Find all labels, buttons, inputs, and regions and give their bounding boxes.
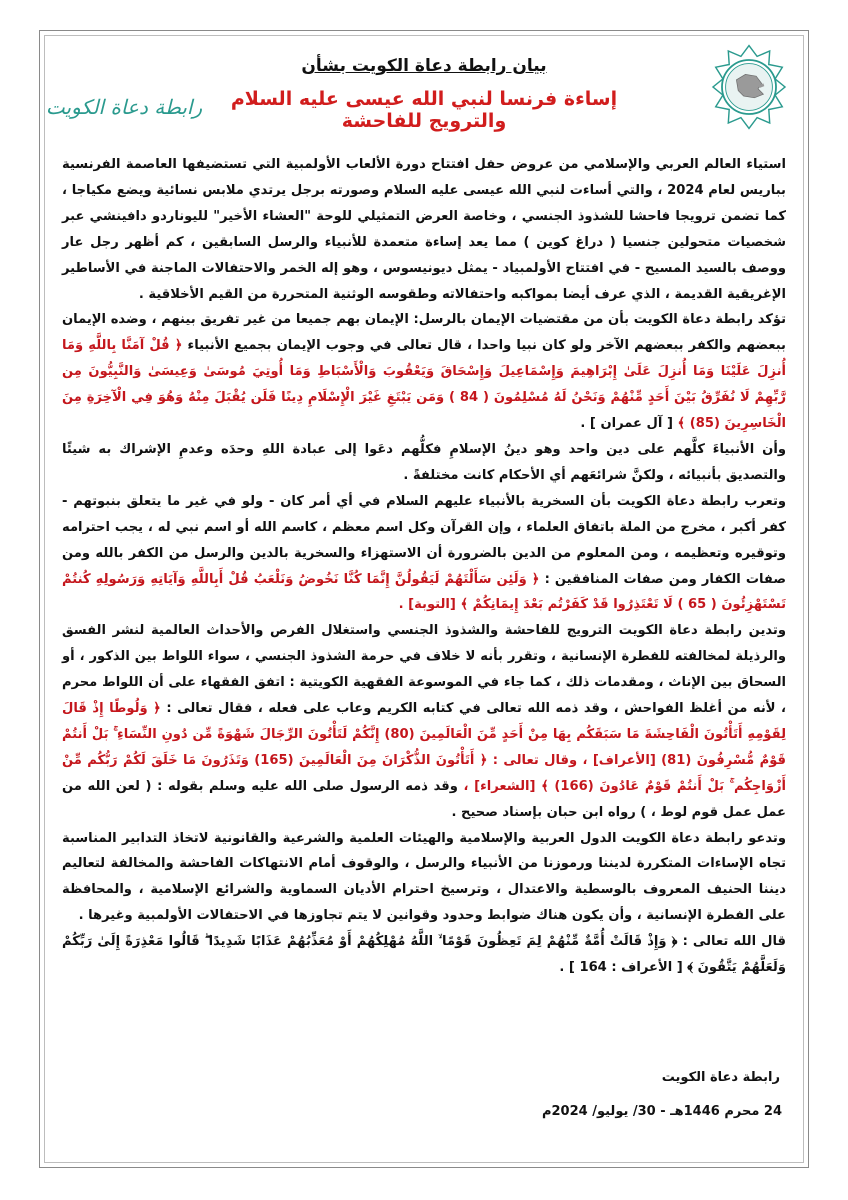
statement-body bbox=[62, 152, 786, 981]
signature-date: 24 محرم 1446هـ - 30/ يوليو/ 2024م bbox=[541, 1104, 782, 1119]
paragraph-text: قال الله تعالى : bbox=[682, 934, 787, 950]
signature-org: رابطة دعاة الكويت bbox=[661, 1070, 780, 1085]
paragraph-text: استياء العالم العربي والإسلامي من عروض حفل افتتاح دورة الألعاب الأولمبية التي تستضيفها العاصمة الفرنسية بباريس لعام 2024 ، والتي أساءت لنبي الله عيسى عليه السلام وصورته برجل يرتدي ملابس نسائية ويضع مكياجا ، كما تضمن ترويجا فاحشا للشذوذ الجنسي ، وخاصة العرض التمثيلي للوحة "العشاء الأخير" لليوناردو دافينشي عبر شخصيات متحولين جنسيا ( دراغ كوين ) مما يعد إساءة متعمدة للأنبياء والرسل السابقين ، كم أظهر رجل عار ووصف بالسيد المسيح - في افتتاح الأولمبياد - يمثل ديونيسوس ، وهو إله الخمر والاحتفالات الماجنة في الأساطير الإغريقية القديمة ، الذي عرف أيضا بمواكبه واحتفالاته وطقوسه الوثنية المتحررة من القيم الأخلاقية . bbox=[62, 157, 786, 302]
paragraph-text: وتدعو رابطة دعاة الكويت الدول العربية والإسلامية والهيئات العلمية والشرعية والقانونية لاتخاذ التدابير المناسبة تجاه الإساءات المتكررة لديننا ورموزنا من الأنبياء والرسل ، والوقوف أمام الانتهاكات الفاحشة والمخالفة لتعاليم ديننا الحنيف المعروف بالوسطية والاعتدال ، وترسيخ احترام الأديان السماوية والشرائع الإسلامية ، والمحافظة على الفطرة الإنسانية ، وأن يكون هناك ضوابط وحدود وقوانين لا يتم تجاوزها في الاحتفالات الأولمبية وغيرها . bbox=[62, 830, 786, 924]
quran-verse: ﴿ وَإِذْ قَالَتْ أُمَّةٌ مِّنْهُمْ لِمَ تَعِظُونَ قَوْمًا ۙ اللَّهُ مُهْلِكُهُمْ أَوْ مُعَذِّبُهُمْ عَذَابًا شَدِيدًا ۖ قَالُوا مَعْذِرَةً إِلَىٰ رَبِّكُمْ وَلَعَلَّهُمْ يَتَّقُونَ ﴾ bbox=[62, 934, 786, 976]
paragraph bbox=[62, 826, 786, 930]
statement-subject: إساءة فرنسا لنبي الله عيسى عليه السلام والترويج للفاحشة bbox=[230, 88, 618, 132]
paragraph bbox=[62, 307, 786, 437]
document-header bbox=[45, 38, 794, 138]
paragraph bbox=[62, 929, 786, 981]
paragraph-text: تؤكد رابطة دعاة الكويت بأن من مقتضيات الإيمان بالرسل: الإيمان بهم جميعا من غير تفريق بينهم ، وضده الإيمان ببعضهم والكفر ببعضهم الآخر ولو كان نبيا واحدا ، قال تعالى في وجوب الإيمان بجميع الأنبياء bbox=[62, 312, 786, 354]
svg-text:رابطة دعاة الكويت: رابطة دعاة الكويت bbox=[45, 95, 203, 119]
paragraph bbox=[62, 152, 786, 307]
quran-verse: ﴿ وَلَئِن سَأَلْتَهُمْ لَيَقُولُنَّ إِنَّمَا كُنَّا نَخُوضُ وَنَلْعَبُ قُلْ أَبِاللَّهِ وَآيَاتِهِ وَرَسُولِهِ كُنتُمْ تَسْتَهْزِئُونَ ( 65 ) لَا تَعْتَذِرُوا قَدْ كَفَرْتُم بَعْدَ إِيمَانِكُمْ ﴾ [التوبة] . bbox=[62, 571, 786, 613]
verse-reference: [ الأعراف : 164 ] . bbox=[559, 960, 683, 976]
verse-reference: [ آل عمران ] . bbox=[580, 416, 673, 432]
kuwait-map-emblem-icon bbox=[704, 42, 794, 132]
statement-title: بيان رابطة دعاة الكويت بشأن bbox=[301, 56, 547, 76]
org-logo bbox=[45, 80, 203, 130]
quran-verse: ﴿ قُلْ آمَنَّا بِاللَّهِ وَمَا أُنزِلَ عَلَيْنَا وَمَا أُنزِلَ عَلَىٰ إِبْرَاهِيمَ وَإِسْمَاعِيلَ وَإِسْحَاقَ وَيَعْقُوبَ وَالْأَسْبَاطِ وَمَا أُوتِيَ مُوسَىٰ وَعِيسَىٰ وَالنَّبِيُّونَ مِن رَّبِّهِمْ لَا نُفَرِّقُ بَيْنَ أَحَدٍ مِّنْهُمْ وَنَحْنُ لَهُ مُسْلِمُونَ ( 84 ) وَمَن يَبْتَغِ غَيْرَ الْإِسْلَامِ دِينًا فَلَن يُقْبَلَ مِنْهُ وَهُوَ فِي الْآخِرَةِ مِنَ الْخَاسِرِينَ (85) ﴾ bbox=[62, 338, 786, 432]
paragraph bbox=[62, 437, 786, 489]
paragraph-text: وقد ذمه الرسول صلى الله عليه وسلم بقوله : ( لعن الله من عمل عمل قوم لوط ، ) رواه ابن حبان بإسناد صحيح . bbox=[62, 778, 786, 820]
paragraph-text: وتدين رابطة دعاة الكويت الترويج للفاحشة والشذوذ الجنسي واستغلال الفرص والأحداث العالمية لنشر الفسق والرذيلة لمخالفته للفطرة الإنسانية ، وتقرر بأنه لا خلاف في حرمة الشذوذ الجنسي ، سواء اللواط بين الذكور ، أو السحاق بين الإناث ، ومقدمات ذلك ، كما جاء في الموسوعة الفقهية الكويتية : اتفق الفقهاء على أن اللواط محرم ، لأنه من أغلظ الفواحش ، وقد ذمه الله تعالى في كتابه الكريم وعاب على فعله ، فقال تعالى : bbox=[62, 623, 787, 717]
paragraph-text: وتعرب رابطة دعاة الكويت بأن السخرية بالأنبياء عليهم السلام في أي أمر كان - ولو في غير ما يتعلق بنبوتهم - كفر أكبر ، مخرج من الملة باتفاق العلماء ، وإن القرآن وكل اسم معظم ، كاسم الله أو اسم نبي له ، يجب احترامه وتوقيره وتعظيمه ، ومن المعلوم من الدين بالضرورة أن الاستهزاء والسخرية بالدين والرسل من الكفر بالله ومن صفات الكفار ومن صفات المنافقين : bbox=[62, 493, 787, 587]
paragraph-text: وأن الأنبياءَ كلَّهم على دين واحد وهو دينُ الإسلامِ فكلُّهم دعَوا إلى عبادة اللهِ وحدَه وعدمِ الإشراك به شيئًا والتصديق بأنبيائه ، ولكنَّ شرائعَهم أي الأحكام كانت مختلفةً . bbox=[62, 441, 786, 483]
quran-verse: ﴿ وَلُوطًا إِذْ قَالَ لِقَوْمِهِ أَتَأْتُونَ الْفَاحِشَةَ مَا سَبَقَكُم بِهَا مِنْ أَحَدٍ مِّنَ الْعَالَمِينَ (80) إِنَّكُمْ لَتَأْتُونَ الرِّجَالَ شَهْوَةً مِّن دُونِ النِّسَاءِ ۚ بَلْ أَنتُمْ قَوْمٌ مُّسْرِفُونَ (81) [الأعراف] ، وقال تعالى : ﴿ أَتَأْتُونَ الذُّكْرَانَ مِنَ الْعَالَمِينَ (165) وَتَذَرُونَ مَا خَلَقَ لَكُمْ رَبُّكُم مِّنْ أَزْوَاجِكُم ۚ بَلْ أَنتُمْ قَوْمٌ عَادُونَ (166) ﴾ [الشعراء] ، bbox=[62, 701, 787, 794]
paragraph bbox=[62, 618, 786, 825]
paragraph bbox=[62, 489, 786, 619]
